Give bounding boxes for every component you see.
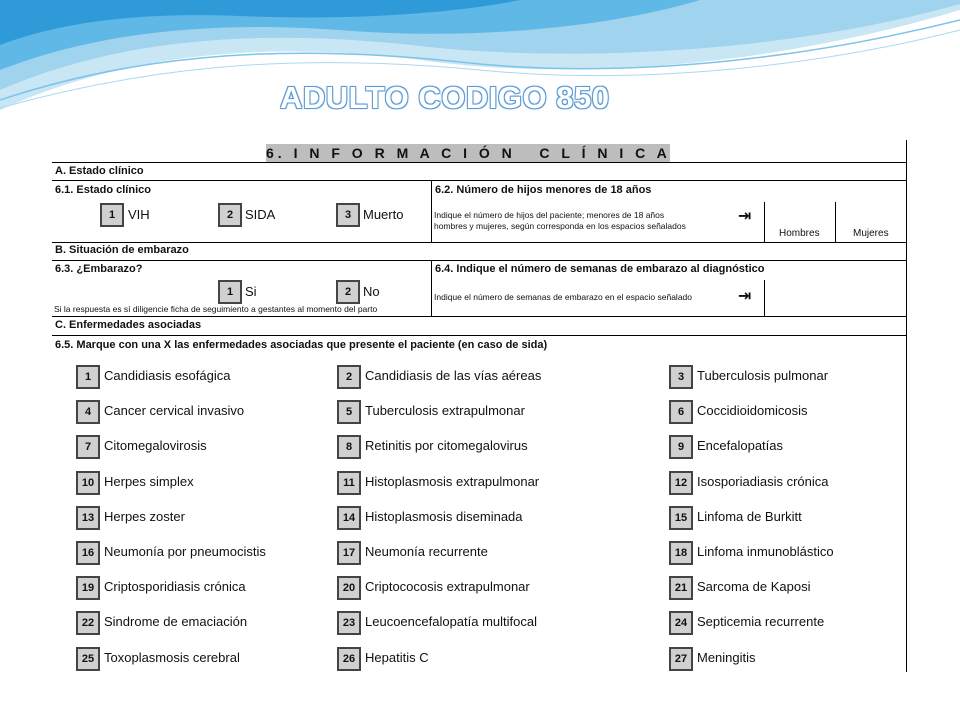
q65-label: 6.5. Marque con una X las enfermedades asociadas que presente el paciente (en caso de sida) bbox=[55, 339, 548, 351]
disease-label: Citomegalovirosis bbox=[104, 438, 207, 453]
option-sida-checkbox[interactable]: 2 bbox=[218, 203, 242, 227]
disease-label: Histoplasmosis extrapulmonar bbox=[365, 474, 540, 489]
disease-label: Cancer cervical invasivo bbox=[104, 403, 245, 418]
q64-instruction: Indique el número de semanas de embarazo en el espacio señalado bbox=[434, 292, 693, 302]
disease-checkbox[interactable]: 27 bbox=[669, 647, 693, 671]
disease-checkbox[interactable]: 17 bbox=[337, 541, 361, 565]
slide-title: ADULTO CODIGO 850 bbox=[280, 80, 610, 115]
disease-label: Candidiasis esofágica bbox=[104, 368, 231, 383]
disease-label: Linfoma de Burkitt bbox=[697, 509, 802, 524]
disease-checkbox[interactable]: 12 bbox=[669, 471, 693, 495]
disease-checkbox[interactable]: 22 bbox=[76, 611, 100, 635]
disease-checkbox[interactable]: 18 bbox=[669, 541, 693, 565]
disease-label: Tuberculosis extrapulmonar bbox=[365, 403, 525, 418]
disease-label: Coccidioidomicosis bbox=[697, 403, 808, 418]
disease-label: Criptococosis extrapulmonar bbox=[365, 579, 530, 594]
disease-checkbox[interactable]: 24 bbox=[669, 611, 693, 635]
disease-checkbox[interactable]: 6 bbox=[669, 400, 693, 424]
disease-checkbox[interactable]: 21 bbox=[669, 576, 693, 600]
disease-label: Sarcoma de Kaposi bbox=[697, 579, 811, 594]
q62-label: 6.2. Número de hijos menores de 18 años bbox=[435, 184, 652, 196]
disease-label: Neumonía recurrente bbox=[365, 544, 488, 559]
disease-checkbox[interactable]: 13 bbox=[76, 506, 100, 530]
disease-checkbox[interactable]: 7 bbox=[76, 435, 100, 459]
q64-label: 6.4. Indique el número de semanas de embarazo al diagnóstico bbox=[435, 263, 765, 275]
disease-label: Linfoma inmunoblástico bbox=[697, 544, 834, 559]
disease-label: Hepatitis C bbox=[365, 650, 429, 665]
disease-label: Encefalopatías bbox=[697, 438, 784, 453]
section-title: 6. I N F O R M A C I Ó N C L Í N I C A bbox=[266, 145, 671, 161]
disease-label: Tuberculosis pulmonar bbox=[697, 368, 829, 383]
disease-checkbox[interactable]: 15 bbox=[669, 506, 693, 530]
disease-checkbox[interactable]: 5 bbox=[337, 400, 361, 424]
disease-label: Histoplasmosis diseminada bbox=[365, 509, 523, 524]
q63-note: Si la respuesta es sí diligencie ficha de seguimiento a gestantes al momento del parto bbox=[54, 304, 378, 314]
section-c-header: C. Enfermedades asociadas bbox=[55, 319, 202, 331]
disease-label: Septicemia recurrente bbox=[697, 614, 825, 629]
q62-instruction-1: Indique el número de hijos del paciente; menores de 18 años bbox=[434, 210, 665, 220]
q61-label: 6.1. Estado clínico bbox=[55, 184, 151, 196]
option-no-checkbox[interactable]: 2 bbox=[336, 280, 360, 304]
disease-checkbox[interactable]: 8 bbox=[337, 435, 361, 459]
disease-checkbox[interactable]: 25 bbox=[76, 647, 100, 671]
option-muerto-label: Muerto bbox=[363, 207, 404, 222]
disease-label: Herpes simplex bbox=[104, 474, 194, 489]
disease-checkbox[interactable]: 19 bbox=[76, 576, 100, 600]
disease-checkbox[interactable]: 20 bbox=[337, 576, 361, 600]
disease-label: Neumonía por pneumocistis bbox=[104, 544, 266, 559]
disease-checkbox[interactable]: 26 bbox=[337, 647, 361, 671]
disease-label: Isosporiadiasis crónica bbox=[697, 474, 829, 489]
disease-checkbox[interactable]: 16 bbox=[76, 541, 100, 565]
option-vih-checkbox[interactable]: 1 bbox=[100, 203, 124, 227]
disease-checkbox[interactable]: 1 bbox=[76, 365, 100, 389]
disease-label: Meningitis bbox=[697, 650, 756, 665]
clinical-info-form bbox=[52, 140, 908, 672]
section-header bbox=[52, 144, 906, 162]
option-sida-label: SIDA bbox=[245, 207, 276, 222]
option-si-checkbox[interactable]: 1 bbox=[218, 280, 242, 304]
disease-label: Candidiasis de las vías aéreas bbox=[365, 368, 542, 383]
arrow-right-icon: ⇥ bbox=[738, 288, 752, 305]
option-no-label: No bbox=[363, 284, 380, 299]
option-si-label: Si bbox=[245, 284, 257, 299]
disease-label: Leucoencefalopatía multifocal bbox=[365, 614, 538, 629]
disease-checkbox[interactable]: 9 bbox=[669, 435, 693, 459]
disease-label: Criptosporidiasis crónica bbox=[104, 579, 246, 594]
disease-checkbox[interactable]: 4 bbox=[76, 400, 100, 424]
disease-checkbox[interactable]: 11 bbox=[337, 471, 361, 495]
section-b-header: B. Situación de embarazo bbox=[55, 244, 189, 256]
arrow-right-icon: ⇥ bbox=[738, 208, 752, 225]
option-vih-label: VIH bbox=[128, 207, 150, 222]
disease-checkbox[interactable]: 23 bbox=[337, 611, 361, 635]
option-muerto-checkbox[interactable]: 3 bbox=[336, 203, 360, 227]
section-a-header: A. Estado clínico bbox=[55, 165, 144, 177]
disease-checkbox[interactable]: 10 bbox=[76, 471, 100, 495]
col-mujeres: Mujeres bbox=[853, 228, 889, 239]
disease-label: Toxoplasmosis cerebral bbox=[104, 650, 240, 665]
disease-checkbox[interactable]: 14 bbox=[337, 506, 361, 530]
disease-label: Sindrome de emaciación bbox=[104, 614, 248, 629]
col-hombres: Hombres bbox=[779, 228, 820, 239]
disease-checkbox[interactable]: 3 bbox=[669, 365, 693, 389]
disease-checkbox[interactable]: 2 bbox=[337, 365, 361, 389]
disease-label: Herpes zoster bbox=[104, 509, 185, 524]
q62-instruction-2: hombres y mujeres, según corresponda en los espacios señalados bbox=[434, 221, 686, 231]
q63-label: 6.3. ¿Embarazo? bbox=[55, 263, 143, 275]
disease-label: Retinitis por citomegalovirus bbox=[365, 438, 528, 453]
